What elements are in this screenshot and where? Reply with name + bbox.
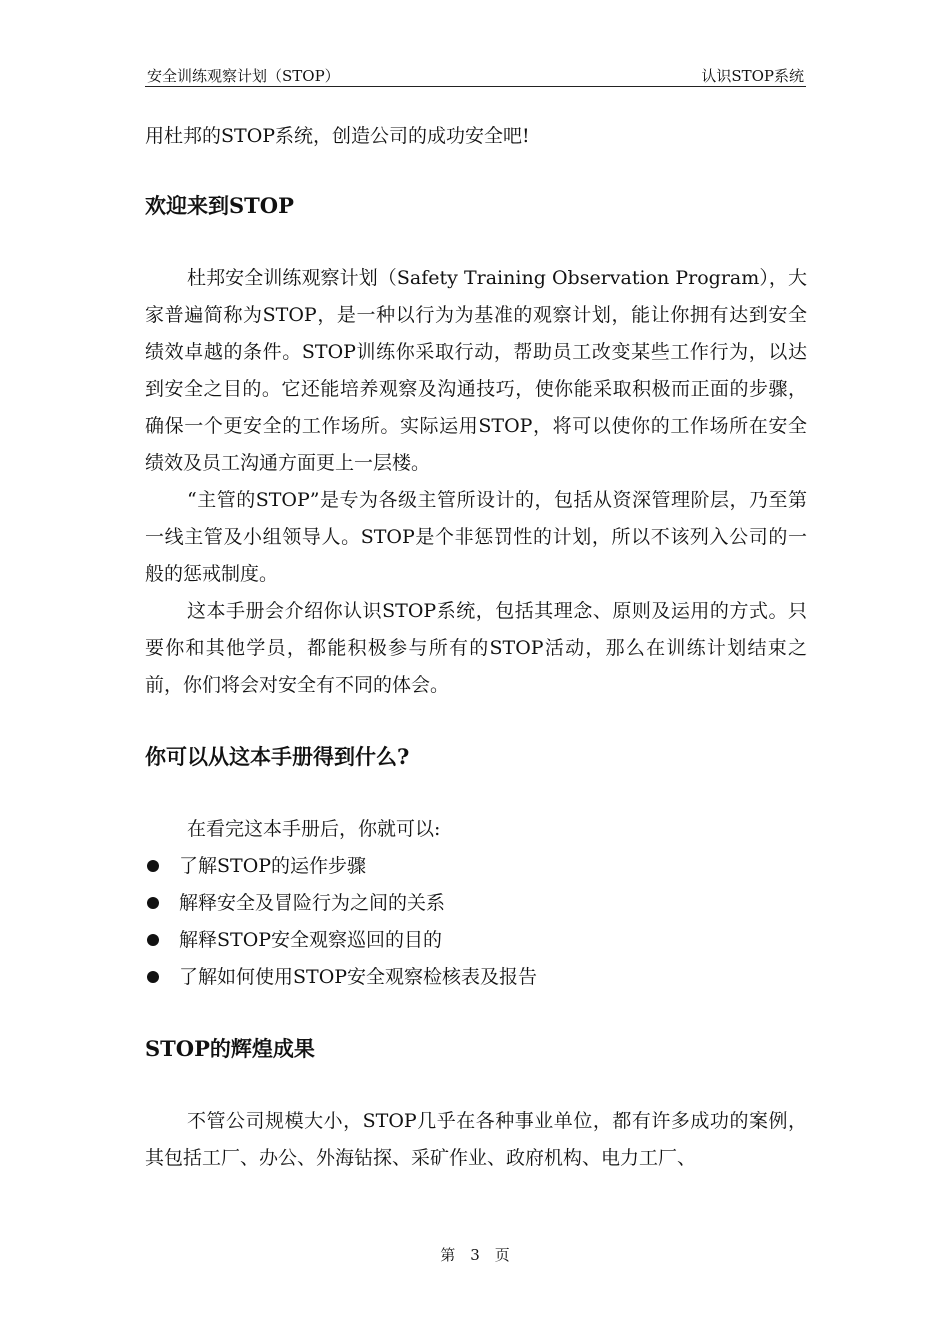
list-item: 了解如何使用STOP安全观察检核表及报告 (145, 959, 807, 996)
gain-bullet-list (145, 848, 807, 996)
bullet-dot-icon (147, 934, 159, 946)
heading-results: STOP的辉煌成果 (145, 1036, 315, 1061)
intro-line: 用杜邦的STOP系统，创造公司的成功安全吧! (145, 125, 530, 147)
header-section-title: 认识STOP系统 (701, 67, 804, 85)
bullet-dot-icon (147, 897, 159, 909)
welcome-paragraph-1: 杜邦安全训练观察计划（Safety Training Observation Program），大家普遍简称为STOP，是一种以行为为基准的观察计划，能让你拥有达到安全绩效卓越的条件。STOP训练你采取行动，帮助员工改变某些工作行为，以达到安全之目的。它还能培养观察及沟通技巧，使你能采取积极而正面的步骤，确保一个更安全的工作场所。实际运用STOP，将可以使你的工作场所在安全绩效及员工沟通方面更上一层楼。 (145, 267, 807, 474)
list-item: 解释安全及冒险行为之间的关系 (145, 885, 807, 922)
welcome-paragraph-3: 这本手册会介绍你认识STOP系统，包括其理念、原则及运用的方式。只要你和其他学员，都能积极参与所有的STOP活动，那么在训练计划结束之前，你们将会对安全有不同的体会。 (145, 600, 807, 696)
list-item: 了解STOP的运作步骤 (145, 848, 807, 885)
heading-gain: 你可以从这本手册得到什么? (145, 744, 410, 769)
bullet-dot-icon (147, 971, 159, 983)
heading-welcome: 欢迎来到STOP (145, 193, 294, 218)
gain-lead: 在看完这本手册后，你就可以: (187, 818, 441, 840)
results-paragraph: 不管公司规模大小，STOP几乎在各种事业单位，都有许多成功的案例，其包括工厂、办公、外海钻探、采矿作业、政府机构、电力工厂、 (145, 1110, 807, 1169)
bullet-dot-icon (147, 860, 159, 872)
welcome-paragraph-2: “主管的STOP”是专为各级主管所设计的，包括从资深管理阶层，乃至第一线主管及小组领导人。STOP是个非惩罚性的计划，所以不该列入公司的一般的惩戒制度。 (145, 489, 807, 585)
page-header (145, 64, 806, 87)
page-content (145, 118, 807, 1177)
list-item: 解释STOP安全观察巡回的目的 (145, 922, 807, 959)
header-doc-title: 安全训练观察计划（STOP） (147, 67, 340, 85)
page-number: 第 3 页 (440, 1246, 510, 1264)
